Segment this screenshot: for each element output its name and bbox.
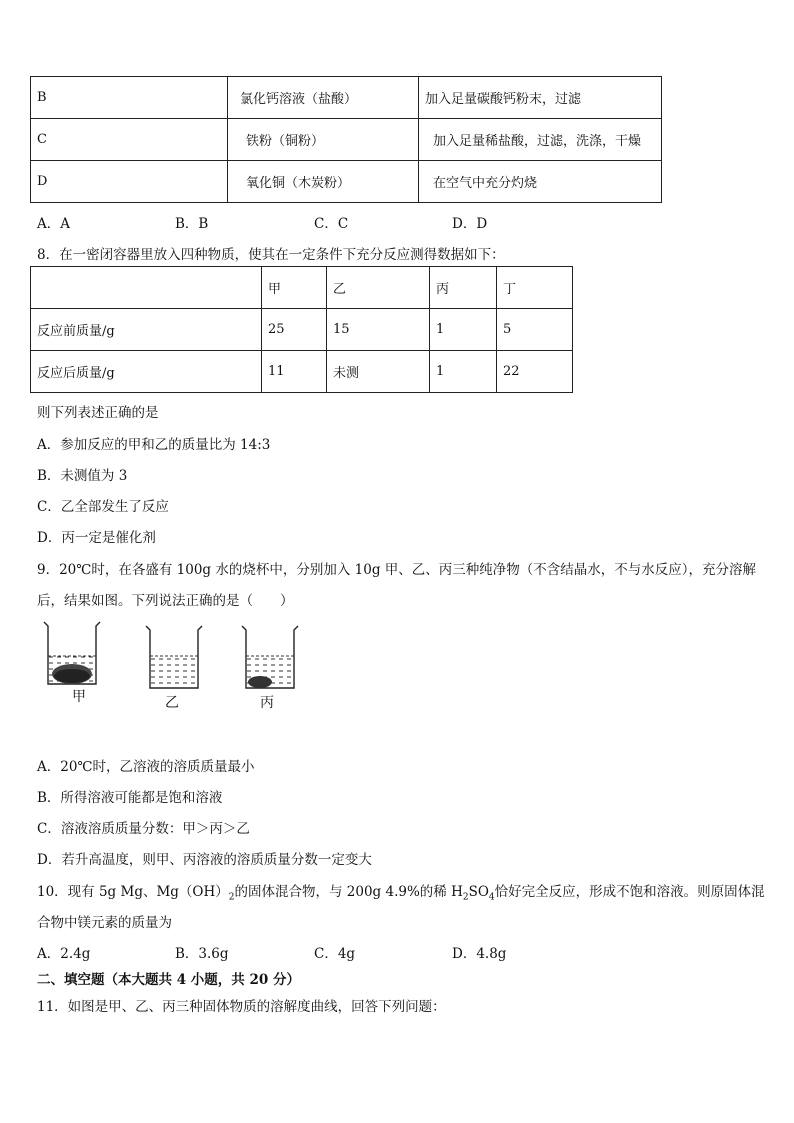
q9-option-d: D．若升高温度，则甲、丙溶液的溶质质量分数一定变大 — [37, 852, 372, 868]
q9-option-c: C．溶液溶质质量分数：甲＞丙＞乙 — [37, 821, 250, 837]
table-cell: 反应前质量/g — [31, 309, 262, 351]
table-row — [31, 351, 573, 393]
table-cell: 25 — [262, 309, 327, 351]
q10-text: 10．现有 5g Mg、Mg（OH） — [37, 884, 229, 900]
q10-option-a: A．2.4g — [37, 946, 91, 962]
table-cell: 铁粉（铜粉） — [228, 119, 419, 161]
q8-option-b: B．未测值为 3 — [37, 468, 128, 484]
q8-question: 则下列表述正确的是 — [37, 405, 159, 421]
table-row — [31, 267, 573, 309]
q8-option-c: C．乙全部发生了反应 — [37, 499, 169, 515]
q9-stem-line2: 后，结果如图。下列说法正确的是（ ） — [37, 593, 294, 609]
table-cell: 在空气中充分灼烧 — [419, 161, 662, 203]
table-cell: 氧化铜（木炭粉） — [228, 161, 419, 203]
table-cell: 加入足量稀盐酸，过滤，洗涤，干燥 — [419, 119, 662, 161]
table-row — [31, 119, 662, 161]
table-cell: 氯化钙溶液（盐酸） — [228, 77, 419, 119]
table-header-cell: 丙 — [430, 267, 497, 309]
table-header-cell: 乙 — [327, 267, 430, 309]
q10-option-c: C．4g — [314, 946, 356, 962]
table-cell: 反应后质量/g — [31, 351, 262, 393]
q9-option-a: A．20℃时，乙溶液的溶质质量最小 — [37, 759, 255, 775]
q8-stem: 8．在一密闭容器里放入四种物质，使其在一定条件下充分反应测得数据如下： — [37, 247, 505, 263]
table-row — [31, 77, 662, 119]
table-cell: D — [31, 161, 228, 203]
table-cell: 5 — [497, 309, 573, 351]
table-cell: 加入足量碳酸钙粉末，过滤 — [419, 77, 662, 119]
q8-option-a: A．参加反应的甲和乙的质量比为 14:3 — [37, 437, 271, 453]
table-cell: 1 — [430, 309, 497, 351]
q7-option-d: D．D — [452, 216, 488, 232]
table-cell: C — [31, 119, 228, 161]
beaker-label-yi: 乙 — [165, 695, 179, 711]
table-row — [31, 309, 573, 351]
table-cell: 11 — [262, 351, 327, 393]
q7-option-b: B．B — [175, 216, 209, 232]
subscript: 2 — [462, 892, 469, 903]
beaker-yi-icon — [146, 626, 202, 688]
table-cell: 22 — [497, 351, 573, 393]
beaker-jia-icon — [44, 622, 100, 684]
beaker-label-bing: 丙 — [260, 695, 274, 711]
q9-option-b: B．所得溶液可能都是饱和溶液 — [37, 790, 223, 806]
q7-option-c: C．C — [314, 216, 349, 232]
q10-option-d: D．4.8g — [452, 946, 507, 962]
q10-text: 恰好完全反应，形成不饱和溶液。则原固体混 — [494, 884, 765, 900]
q9-stem-line1: 9．20℃时，在各盛有 100g 水的烧杯中，分别加入 10g 甲、乙、丙三种纯净物（不含结晶水，不与水反应），充分溶解 — [37, 562, 757, 578]
q7-table — [30, 76, 662, 203]
q11-stem: 11．如图是甲、乙、丙三种固体物质的溶解度曲线，回答下列问题： — [37, 999, 446, 1015]
q10-text: 的固体混合物，与 200g 4.9%的稀 H — [234, 884, 463, 900]
q10-stem-line2: 合物中镁元素的质量为 — [37, 915, 172, 931]
q8-table — [30, 266, 573, 393]
table-cell: 未测 — [327, 351, 430, 393]
subscript: 2 — [228, 892, 235, 903]
table-cell: 15 — [327, 309, 430, 351]
q10-stem-line1 — [37, 880, 765, 903]
section-heading: 二、填空题（本大题共 4 小题，共 20 分） — [37, 972, 300, 988]
subscript: 4 — [488, 892, 495, 903]
table-cell: 1 — [430, 351, 497, 393]
q7-option-a: A．A — [37, 216, 70, 232]
q10-option-b: B．3.6g — [175, 946, 229, 962]
q10-text: SO — [468, 884, 489, 900]
table-header-cell — [31, 267, 262, 309]
q8-option-d: D．丙一定是催化剂 — [37, 530, 156, 546]
table-row — [31, 161, 662, 203]
beaker-bing-icon — [242, 626, 298, 688]
table-header-cell: 甲 — [262, 267, 327, 309]
beaker-label-jia: 甲 — [72, 689, 86, 705]
table-cell: B — [31, 77, 228, 119]
table-header-cell: 丁 — [497, 267, 573, 309]
